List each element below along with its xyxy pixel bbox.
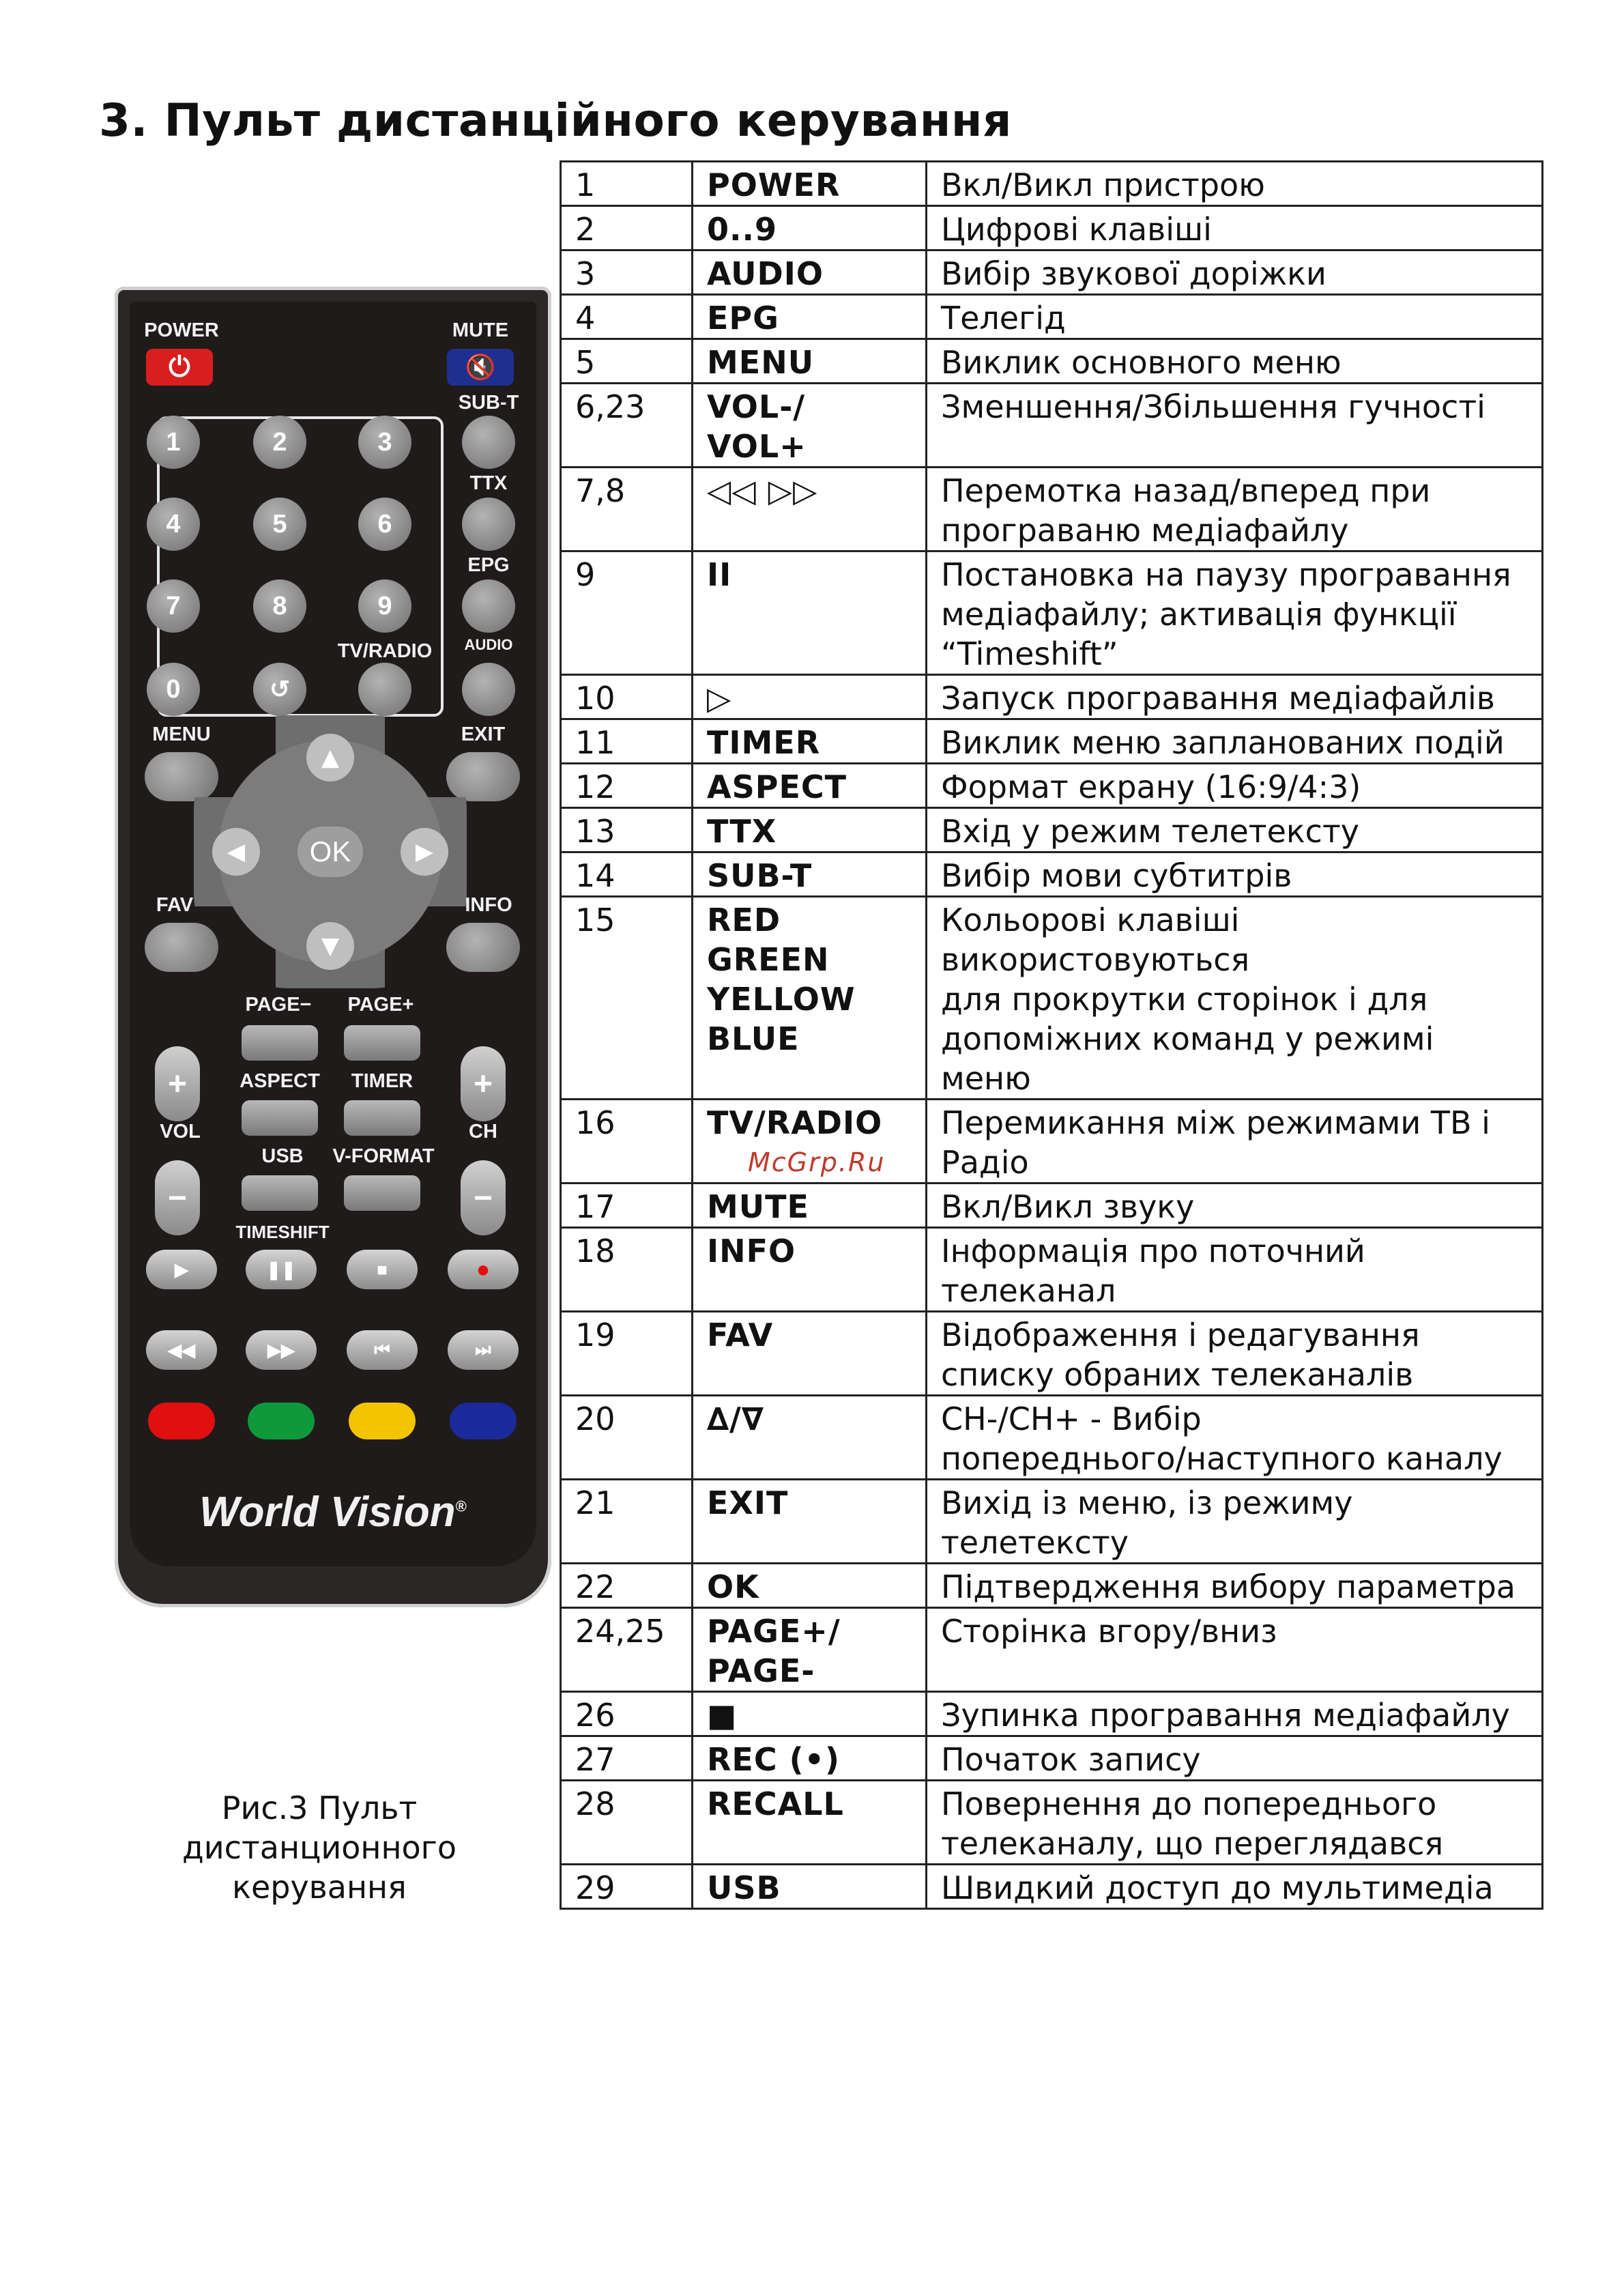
table-row	[561, 250, 1543, 295]
key-name	[693, 468, 927, 551]
vol-minus-button: −	[155, 1160, 200, 1235]
red-button	[148, 1403, 215, 1439]
key-name	[693, 808, 927, 852]
fast-forward-icon: ▶▶	[267, 1339, 295, 1360]
key-name-line: FAV	[707, 1317, 774, 1353]
table-row	[561, 1781, 1543, 1865]
remote-control-illustration	[115, 287, 551, 1607]
row-number: 3	[561, 250, 693, 295]
key-description	[927, 675, 1543, 719]
row-number: 13	[561, 808, 693, 852]
key-name-line: AUDIO	[707, 255, 824, 292]
key-name	[693, 852, 927, 897]
power-button	[146, 349, 213, 386]
description-line: Виклик основного меню	[941, 344, 1342, 381]
digit-1-button: 1	[147, 416, 200, 469]
key-description	[927, 1100, 1543, 1183]
key-name	[693, 250, 927, 295]
key-description	[927, 1692, 1543, 1736]
info-label: INFO	[465, 894, 512, 916]
key-description	[927, 551, 1543, 675]
key-name-line: OK	[707, 1568, 759, 1605]
fast-forward-button	[246, 1330, 317, 1370]
digit-6-button: 6	[358, 498, 411, 551]
ttx-button	[462, 498, 515, 551]
key-description	[927, 339, 1543, 384]
key-name-line: TV/RADIO	[707, 1104, 883, 1141]
digit-5-button: 5	[253, 498, 306, 551]
key-name-line: PAGE-	[707, 1652, 815, 1689]
key-description	[927, 764, 1543, 808]
row-number: 26	[561, 1692, 693, 1736]
description-line: Кольорові клавіші	[941, 902, 1240, 938]
key-description	[927, 1608, 1543, 1692]
key-description	[927, 1736, 1543, 1781]
fav-label: FAV	[156, 894, 194, 916]
description-line: Формат екрану (16:9/4:3)	[941, 769, 1361, 805]
description-line: “Timeshift”	[941, 635, 1118, 672]
rewind-button	[146, 1330, 217, 1370]
key-description	[927, 852, 1543, 897]
v-format-label: V-FORMAT	[332, 1145, 435, 1167]
key-name	[693, 339, 927, 384]
key-name-line: PAGE+/	[707, 1613, 841, 1650]
key-name-line: MUTE	[707, 1188, 809, 1225]
table-row	[561, 1100, 1543, 1183]
key-name	[693, 1692, 927, 1736]
key-name	[693, 1312, 927, 1396]
key-description	[927, 206, 1543, 250]
timer-button	[344, 1100, 420, 1136]
row-number: 27	[561, 1736, 693, 1781]
description-line: Вибір звукової доріжки	[941, 255, 1326, 292]
table-row	[561, 551, 1543, 675]
table-row	[561, 1183, 1543, 1228]
key-name	[693, 1608, 927, 1692]
description-line: Інформація про поточний	[941, 1233, 1365, 1269]
ch-label: CH	[469, 1121, 497, 1143]
key-name-line: EPG	[707, 300, 779, 336]
row-number: 21	[561, 1480, 693, 1564]
arrow-down-icon: ▼	[306, 922, 354, 970]
sub-t-label: SUB-T	[458, 392, 519, 414]
key-name-line: VOL-/	[707, 388, 806, 425]
key-name	[693, 295, 927, 339]
key-name-line: ■	[707, 1697, 738, 1734]
description-line: Підтвердження вибору параметра	[941, 1568, 1516, 1605]
usb-button	[242, 1175, 318, 1211]
rewind-icon: ◀◀	[168, 1339, 195, 1360]
row-number: 12	[561, 764, 693, 808]
table-row	[561, 808, 1543, 852]
recall-button	[253, 663, 306, 716]
description-line: Сторінка вгору/вниз	[941, 1613, 1277, 1650]
description-line: Відображення і редагування	[941, 1317, 1420, 1353]
usb-label: USB	[261, 1145, 304, 1167]
key-name	[693, 764, 927, 808]
key-name-line: ∆/∇	[707, 1401, 764, 1437]
row-number: 29	[561, 1865, 693, 1909]
description-line: меню	[941, 1060, 1031, 1097]
digit-8-button: 8	[253, 579, 306, 633]
key-name	[693, 1228, 927, 1312]
key-name	[693, 162, 927, 206]
description-line: Цифрові клавіші	[941, 211, 1212, 248]
description-line: Вкл/Викл пристрою	[941, 167, 1265, 203]
ttx-label: TTX	[469, 472, 508, 494]
v-format-button	[344, 1175, 420, 1211]
key-description	[927, 1865, 1543, 1909]
rec-button	[448, 1250, 519, 1289]
key-name	[693, 551, 927, 675]
row-number: 22	[561, 1564, 693, 1608]
row-number: 6,23	[561, 384, 693, 468]
arrow-left-icon: ◀	[212, 828, 260, 876]
key-name-line: II	[707, 556, 732, 593]
key-name-line: TIMER	[707, 724, 821, 761]
table-row	[561, 339, 1543, 384]
key-description	[927, 250, 1543, 295]
ok-button: OK	[298, 827, 363, 877]
play-button	[146, 1250, 217, 1289]
description-line: Перемотка назад/вперед при	[941, 472, 1431, 509]
table-row	[561, 1480, 1543, 1564]
table-row	[561, 1865, 1543, 1909]
key-name-line: VOL+	[707, 428, 807, 465]
table-row	[561, 1692, 1543, 1736]
remote-keys-table	[560, 160, 1543, 1910]
key-name	[693, 1564, 927, 1608]
row-number: 17	[561, 1183, 693, 1228]
sub-t-button	[462, 416, 515, 469]
aspect-button	[242, 1100, 318, 1136]
row-number: 1	[561, 162, 693, 206]
key-name-line: RECALL	[707, 1785, 844, 1822]
table-row	[561, 1228, 1543, 1312]
table-row	[561, 1312, 1543, 1396]
description-line: телеканал	[941, 1272, 1116, 1309]
key-name-line: MENU	[707, 344, 815, 381]
table-row	[561, 295, 1543, 339]
description-line: медіафайлу; активація функції	[941, 596, 1457, 633]
skip-previous-icon: ⏮	[374, 1339, 390, 1360]
key-name-line: USB	[707, 1869, 781, 1906]
tv-radio-button	[358, 663, 411, 716]
epg-label: EPG	[467, 554, 510, 576]
row-number: 18	[561, 1228, 693, 1312]
digit-0-button: 0	[147, 663, 200, 716]
aspect-label: ASPECT	[240, 1070, 320, 1092]
description-line: списку обраних телеканалів	[941, 1356, 1414, 1393]
page-plus-button	[344, 1025, 420, 1061]
fav-button	[145, 923, 218, 972]
key-description	[927, 295, 1543, 339]
description-line: Початок запису	[941, 1741, 1201, 1778]
digit-3-button: 3	[358, 416, 411, 469]
key-description	[927, 1564, 1543, 1608]
arrow-up-icon: ▲	[306, 734, 354, 781]
mute-label: MUTE	[452, 319, 509, 341]
description-line: телеканалу, що переглядався	[941, 1825, 1444, 1862]
table-row	[561, 675, 1543, 719]
key-name-line: SUB-T	[707, 857, 813, 894]
key-name-line: BLUE	[707, 1020, 800, 1057]
audio-label: AUDIO	[464, 636, 513, 653]
row-number: 24,25	[561, 1608, 693, 1692]
description-line: Повернення до попереднього	[941, 1785, 1437, 1822]
key-name-line: REC (•)	[707, 1741, 841, 1778]
table-row	[561, 384, 1543, 468]
key-name-line: RED	[707, 902, 781, 938]
table-row	[561, 1564, 1543, 1608]
row-number: 4	[561, 295, 693, 339]
stop-icon: ■	[377, 1259, 388, 1280]
key-name	[693, 1396, 927, 1480]
table-row	[561, 206, 1543, 250]
key-name-line: INFO	[707, 1233, 796, 1269]
description-line: програваню медіафайлу	[941, 512, 1349, 549]
row-number: 2	[561, 206, 693, 250]
key-name-line: 0..9	[707, 211, 777, 248]
key-name	[693, 1865, 927, 1909]
figure-caption: Рис.3 Пульт дистанционного керування	[182, 1790, 456, 1906]
tv-radio-label: TV/RADIO	[337, 640, 433, 662]
description-line: Постановка на паузу програвання	[941, 556, 1511, 593]
description-line: Зупинка програвання медіафайлу	[941, 1697, 1510, 1734]
power-icon: ⏻	[169, 351, 190, 382]
timer-label: TIMER	[351, 1070, 414, 1092]
description-line: Вибір мови субтитрів	[941, 857, 1292, 894]
table-row	[561, 468, 1543, 551]
key-description	[927, 468, 1543, 551]
ch-minus-button: −	[461, 1160, 506, 1235]
description-line: допоміжних команд у режимі	[941, 1020, 1434, 1057]
row-number: 10	[561, 675, 693, 719]
row-number: 7,8	[561, 468, 693, 551]
key-description	[927, 1480, 1543, 1564]
timeshift-label: TIMESHIFT	[235, 1222, 330, 1242]
pause-button	[246, 1250, 317, 1289]
green-button	[248, 1403, 315, 1439]
key-name-line: YELLOW	[707, 981, 856, 1018]
description-line: Вихід із меню, із режиму	[941, 1484, 1353, 1521]
ch-plus-button: +	[461, 1046, 506, 1121]
brand-logo: World Vision®	[199, 1489, 467, 1536]
digit-9-button: 9	[358, 579, 411, 633]
key-name	[693, 384, 927, 468]
description-line: для прокрутки сторінок і для	[941, 981, 1428, 1018]
skip-next-icon: ⏭	[475, 1339, 491, 1360]
key-name-line: ◁◁ ▷▷	[707, 472, 818, 509]
rec-dot-icon: ●	[476, 1256, 491, 1282]
page-minus-label: PAGE−	[245, 994, 312, 1016]
digit-7-button: 7	[147, 579, 200, 633]
description-line: Радіо	[941, 1144, 1029, 1181]
navigation-pad	[194, 715, 467, 988]
key-description	[927, 719, 1543, 764]
key-name	[693, 1781, 927, 1865]
key-name-line: GREEN	[707, 941, 830, 978]
key-name-line: ASPECT	[707, 769, 847, 805]
key-name	[693, 1736, 927, 1781]
watermark-text: McGrp.Ru	[748, 1147, 886, 1177]
key-name	[693, 1183, 927, 1228]
key-description	[927, 1312, 1543, 1396]
table-row	[561, 162, 1543, 206]
description-line: Швидкий доступ до мультимедіа	[941, 1869, 1494, 1906]
key-name-line: POWER	[707, 167, 841, 203]
key-description	[927, 1781, 1543, 1865]
info-button	[446, 923, 520, 972]
page-minus-button	[242, 1025, 318, 1061]
table-row	[561, 1736, 1543, 1781]
key-name	[693, 675, 927, 719]
next-button	[448, 1330, 519, 1370]
power-label: POWER	[144, 319, 219, 341]
description-line: Виклик меню запланованих подій	[941, 724, 1505, 761]
description-line: Запуск програвання медіафайлів	[941, 680, 1495, 717]
row-number: 28	[561, 1781, 693, 1865]
description-line: телетексту	[941, 1524, 1129, 1561]
key-description	[927, 897, 1543, 1100]
vol-plus-button: +	[155, 1046, 200, 1121]
pause-icon: ❚❚	[266, 1259, 296, 1280]
row-number: 19	[561, 1312, 693, 1396]
table-row	[561, 764, 1543, 808]
key-description	[927, 808, 1543, 852]
key-description	[927, 384, 1543, 468]
row-number: 5	[561, 339, 693, 384]
key-name-line: ▷	[707, 680, 732, 717]
yellow-button	[349, 1403, 416, 1439]
key-name-line: TTX	[707, 813, 777, 850]
speaker-muted-icon: 🔇	[465, 353, 496, 381]
key-name-line: EXIT	[707, 1484, 789, 1521]
key-name	[693, 897, 927, 1100]
epg-button	[462, 579, 515, 633]
row-number: 16	[561, 1100, 693, 1183]
vol-label: VOL	[160, 1121, 201, 1143]
key-description	[927, 1183, 1543, 1228]
description-line: попереднього/наступного каналу	[941, 1440, 1503, 1477]
key-description	[927, 162, 1543, 206]
table-row	[561, 1396, 1543, 1480]
description-line: Зменшення/Збільшення гучності	[941, 388, 1485, 425]
row-number: 11	[561, 719, 693, 764]
menu-label: MENU	[152, 723, 211, 745]
row-number: 9	[561, 551, 693, 675]
digit-4-button: 4	[147, 498, 200, 551]
row-number: 14	[561, 852, 693, 897]
description-line: Перемикання між режимами ТВ і	[941, 1104, 1490, 1141]
digit-2-button: 2	[253, 416, 306, 469]
key-name	[693, 1480, 927, 1564]
audio-button	[462, 663, 515, 716]
row-number: 15	[561, 897, 693, 1100]
mute-button	[447, 349, 514, 386]
blue-button	[450, 1403, 517, 1439]
key-name	[693, 1100, 927, 1183]
table-row	[561, 719, 1543, 764]
recall-icon: ↺	[269, 675, 291, 703]
key-name	[693, 206, 927, 250]
description-line: Вкл/Викл звуку	[941, 1188, 1195, 1225]
page-plus-label: PAGE+	[347, 994, 414, 1016]
remote-keys-table-body	[561, 162, 1543, 1909]
description-line: Телегід	[941, 300, 1066, 336]
stop-button	[347, 1250, 418, 1289]
key-name	[693, 719, 927, 764]
play-icon: ▶	[175, 1259, 188, 1280]
description-line: Вхід у режим телетексту	[941, 813, 1359, 850]
description-line: використовуються	[941, 941, 1250, 978]
arrow-right-icon: ▶	[401, 828, 448, 876]
row-number: 20	[561, 1396, 693, 1480]
key-description	[927, 1396, 1543, 1480]
table-row	[561, 852, 1543, 897]
page-title: 3. Пульт дистанційного керування	[99, 94, 1012, 147]
key-description	[927, 1228, 1543, 1312]
exit-label: EXIT	[461, 723, 506, 745]
table-row	[561, 1608, 1543, 1692]
table-row	[561, 897, 1543, 1100]
description-line: CH-/CH+ - Вибір	[941, 1401, 1202, 1437]
previous-button	[347, 1330, 418, 1370]
